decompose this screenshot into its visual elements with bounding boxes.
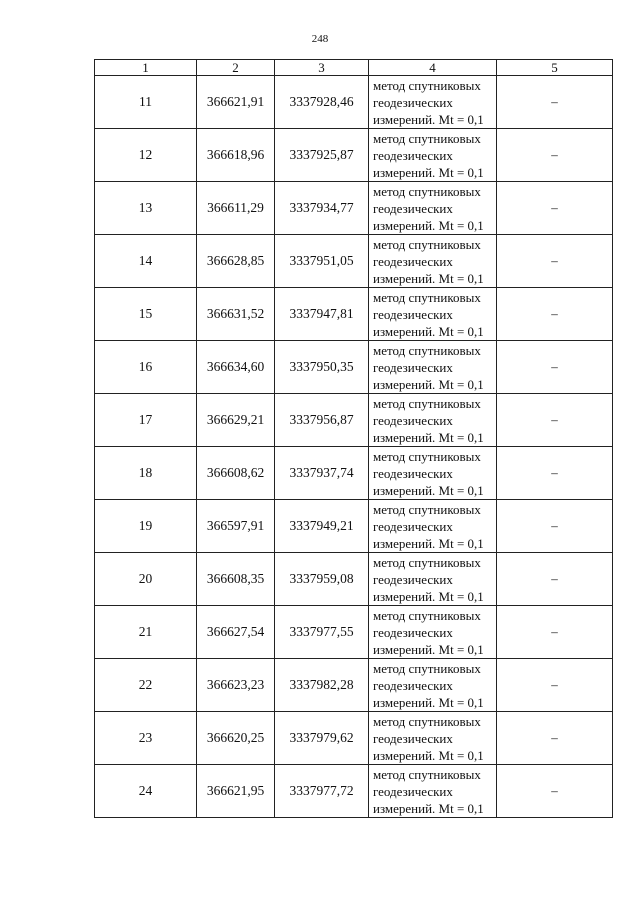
method-line: измерений. Mt = 0,1 (373, 588, 484, 604)
note-cell: – (497, 500, 613, 553)
coordinate-y: 3337925,87 (275, 129, 369, 182)
point-number: 16 (95, 341, 197, 394)
method-line: геодезических (373, 730, 453, 746)
coordinate-y: 3337950,35 (275, 341, 369, 394)
table-row (95, 394, 613, 447)
note-cell: – (497, 394, 613, 447)
column-header-1: 1 (95, 60, 197, 76)
coordinate-x: 366620,25 (197, 712, 275, 765)
coordinate-x: 366623,23 (197, 659, 275, 712)
method-line: метод спутниковых (373, 501, 481, 517)
point-number: 24 (95, 765, 197, 818)
method-line: метод спутниковых (373, 448, 481, 464)
coordinate-y: 3337928,46 (275, 76, 369, 129)
method-line: метод спутниковых (373, 713, 481, 729)
note-cell: – (497, 76, 613, 129)
table-row (95, 341, 613, 394)
method-line: геодезических (373, 412, 453, 428)
coordinate-x: 366634,60 (197, 341, 275, 394)
method-line: метод спутниковых (373, 660, 481, 676)
note-cell: – (497, 553, 613, 606)
table-row (95, 765, 613, 818)
method-line: измерений. Mt = 0,1 (373, 641, 484, 657)
point-number: 15 (95, 288, 197, 341)
table-body (95, 76, 613, 818)
method-line: метод спутниковых (373, 766, 481, 782)
table-row (95, 500, 613, 553)
method-line: измерений. Mt = 0,1 (373, 111, 484, 127)
table-row (95, 235, 613, 288)
note-cell: – (497, 129, 613, 182)
measurement-method (369, 288, 497, 341)
table-header (95, 60, 613, 76)
measurement-method (369, 235, 497, 288)
point-number: 14 (95, 235, 197, 288)
method-line: метод спутниковых (373, 289, 481, 305)
method-line: геодезических (373, 306, 453, 322)
method-line: измерений. Mt = 0,1 (373, 800, 484, 816)
column-header-4: 4 (369, 60, 497, 76)
point-number: 22 (95, 659, 197, 712)
column-header-3: 3 (275, 60, 369, 76)
method-line: измерений. Mt = 0,1 (373, 535, 484, 551)
method-line: измерений. Mt = 0,1 (373, 270, 484, 286)
table-row (95, 129, 613, 182)
method-line: геодезических (373, 677, 453, 693)
method-line: геодезических (373, 465, 453, 481)
method-line: метод спутниковых (373, 395, 481, 411)
method-line: геодезических (373, 94, 453, 110)
coordinate-x: 366621,91 (197, 76, 275, 129)
coordinate-y: 3337977,55 (275, 606, 369, 659)
method-line: измерений. Mt = 0,1 (373, 747, 484, 763)
table-row (95, 288, 613, 341)
coordinate-x: 366628,85 (197, 235, 275, 288)
coordinate-y: 3337956,87 (275, 394, 369, 447)
note-cell: – (497, 712, 613, 765)
method-line: геодезических (373, 518, 453, 534)
coordinates-table (94, 59, 613, 818)
coordinate-x: 366621,95 (197, 765, 275, 818)
measurement-method (369, 341, 497, 394)
method-line: метод спутниковых (373, 183, 481, 199)
coordinate-y: 3337959,08 (275, 553, 369, 606)
measurement-method (369, 129, 497, 182)
column-header-5: 5 (497, 60, 613, 76)
method-line: метод спутниковых (373, 77, 481, 93)
method-line: измерений. Mt = 0,1 (373, 323, 484, 339)
note-cell: – (497, 341, 613, 394)
coordinate-x: 366608,62 (197, 447, 275, 500)
column-header-2: 2 (197, 60, 275, 76)
note-cell: – (497, 235, 613, 288)
note-cell: – (497, 606, 613, 659)
table-row (95, 447, 613, 500)
table-row (95, 76, 613, 129)
method-line: геодезических (373, 147, 453, 163)
point-number: 20 (95, 553, 197, 606)
method-line: метод спутниковых (373, 236, 481, 252)
page-number: 248 (311, 33, 329, 45)
table-row (95, 606, 613, 659)
coordinate-y: 3337982,28 (275, 659, 369, 712)
method-line: геодезических (373, 253, 453, 269)
method-line: измерений. Mt = 0,1 (373, 694, 484, 710)
method-line: измерений. Mt = 0,1 (373, 164, 484, 180)
method-line: измерений. Mt = 0,1 (373, 376, 484, 392)
point-number: 12 (95, 129, 197, 182)
coordinate-x: 366618,96 (197, 129, 275, 182)
method-line: геодезических (373, 200, 453, 216)
coordinate-y: 3337949,21 (275, 500, 369, 553)
method-line: геодезических (373, 783, 453, 799)
coordinate-y: 3337951,05 (275, 235, 369, 288)
point-number: 17 (95, 394, 197, 447)
table-row (95, 712, 613, 765)
measurement-method (369, 447, 497, 500)
table-row (95, 659, 613, 712)
method-line: измерений. Mt = 0,1 (373, 217, 484, 233)
note-cell: – (497, 765, 613, 818)
measurement-method (369, 712, 497, 765)
method-line: метод спутниковых (373, 130, 481, 146)
method-line: метод спутниковых (373, 342, 481, 358)
method-line: измерений. Mt = 0,1 (373, 482, 484, 498)
measurement-method (369, 76, 497, 129)
point-number: 18 (95, 447, 197, 500)
method-line: геодезических (373, 359, 453, 375)
coordinate-x: 366627,54 (197, 606, 275, 659)
coordinate-x: 366597,91 (197, 500, 275, 553)
table-row (95, 553, 613, 606)
method-line: метод спутниковых (373, 554, 481, 570)
point-number: 13 (95, 182, 197, 235)
measurement-method (369, 606, 497, 659)
coordinate-y: 3337937,74 (275, 447, 369, 500)
method-line: геодезических (373, 571, 453, 587)
measurement-method (369, 553, 497, 606)
measurement-method (369, 500, 497, 553)
coordinate-y: 3337934,77 (275, 182, 369, 235)
header-row (95, 60, 613, 76)
coordinate-y: 3337979,62 (275, 712, 369, 765)
coordinate-x: 366611,29 (197, 182, 275, 235)
note-cell: – (497, 659, 613, 712)
coordinate-x: 366629,21 (197, 394, 275, 447)
note-cell: – (497, 288, 613, 341)
measurement-method (369, 182, 497, 235)
method-line: измерений. Mt = 0,1 (373, 429, 484, 445)
point-number: 11 (95, 76, 197, 129)
coordinate-y: 3337977,72 (275, 765, 369, 818)
point-number: 23 (95, 712, 197, 765)
method-line: геодезических (373, 624, 453, 640)
table-row (95, 182, 613, 235)
point-number: 19 (95, 500, 197, 553)
measurement-method (369, 659, 497, 712)
coordinate-x: 366631,52 (197, 288, 275, 341)
note-cell: – (497, 447, 613, 500)
coordinate-y: 3337947,81 (275, 288, 369, 341)
note-cell: – (497, 182, 613, 235)
method-line: метод спутниковых (373, 607, 481, 623)
measurement-method (369, 394, 497, 447)
measurement-method (369, 765, 497, 818)
point-number: 21 (95, 606, 197, 659)
coordinate-x: 366608,35 (197, 553, 275, 606)
